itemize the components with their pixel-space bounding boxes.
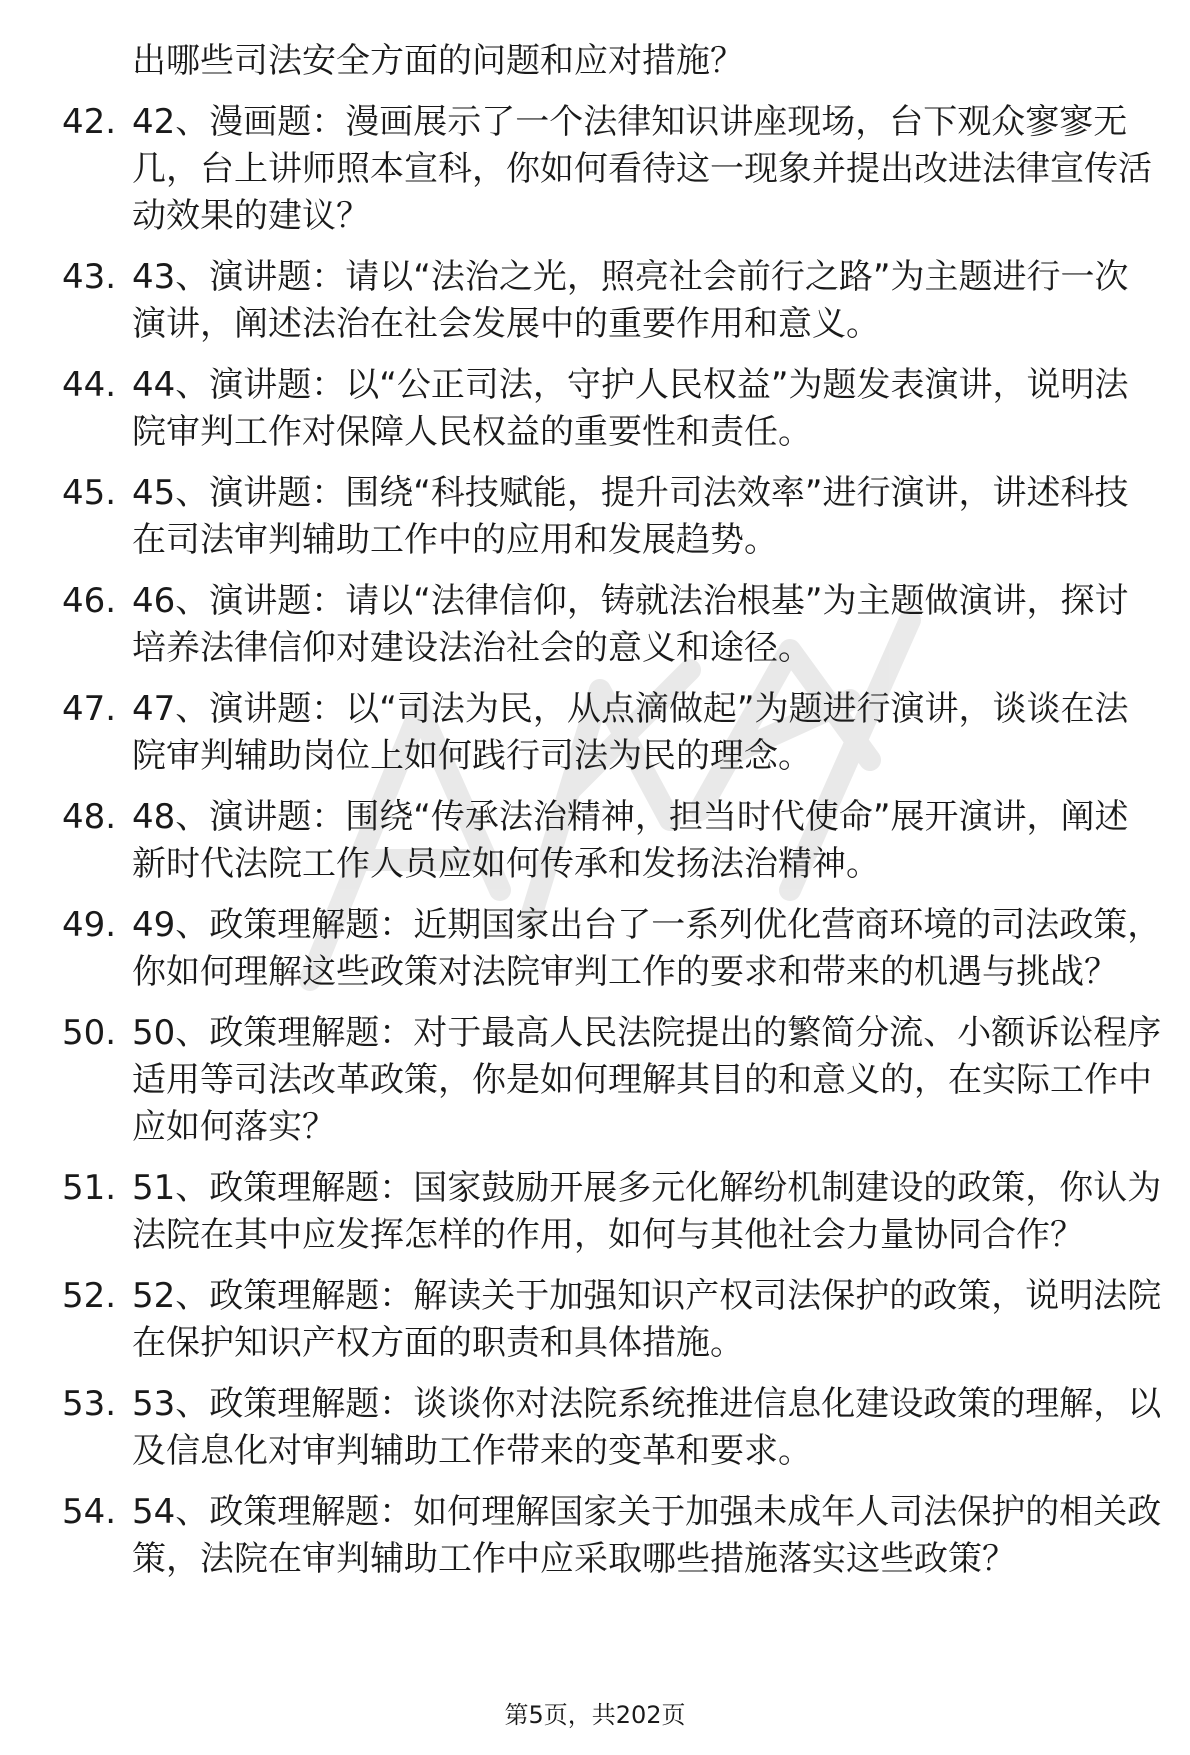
- question-text: 47、演讲题：以“司法为民，从点滴做起”为题进行演讲，谈谈在法院审判辅助岗位上如何践行司法为民的理念。: [132, 689, 1129, 776]
- question-text: 52、政策理解题：解读关于加强知识产权司法保护的政策，说明法院在保护知识产权方面的职责和具体措施。: [132, 1276, 1162, 1363]
- question-text: 54、政策理解题：如何理解国家关于加强未成年人司法保护的相关政策，法院在审判辅助工作中应采取哪些措施落实这些政策？: [132, 1492, 1162, 1579]
- question-item: [62, 794, 1162, 888]
- question-item: [62, 1010, 1162, 1151]
- question-item: [62, 254, 1162, 348]
- question-text: 50、政策理解题：对于最高人民法院提出的繁简分流、小额诉讼程序适用等司法改革政策，你是如何理解其目的和意义的，在实际工作中应如何落实？: [132, 1013, 1162, 1147]
- question-text: 49、政策理解题：近期国家出台了一系列优化营商环境的司法政策，你如何理解这些政策对法院审判工作的要求和带来的机遇与挑战？: [132, 905, 1162, 992]
- question-number: 47.: [62, 689, 117, 729]
- question-item: [62, 1273, 1162, 1367]
- question-number: 53.: [62, 1384, 117, 1424]
- question-number: 46.: [62, 581, 117, 621]
- question-number: 48.: [62, 797, 117, 837]
- question-number: 43.: [62, 257, 117, 297]
- question-number: 42.: [62, 102, 117, 142]
- question-number: 44.: [62, 365, 117, 405]
- question-text: 51、政策理解题：国家鼓励开展多元化解纷机制建设的政策，你认为法院在其中应发挥怎样的作用，如何与其他社会力量协同合作？: [132, 1168, 1162, 1255]
- question-list: [62, 38, 1162, 1597]
- question-item: [62, 470, 1162, 564]
- question-number: 50.: [62, 1013, 117, 1053]
- question-number: 49.: [62, 905, 117, 945]
- question-item: [62, 1489, 1162, 1583]
- question-number: 45.: [62, 473, 117, 513]
- question-text: 53、政策理解题：谈谈你对法院系统推进信息化建设政策的理解，以及信息化对审判辅助工作带来的变革和要求。: [132, 1384, 1162, 1471]
- question-text: 45、演讲题：围绕“科技赋能，提升司法效率”进行演讲，讲述科技在司法审判辅助工作中的应用和发展趋势。: [132, 473, 1129, 560]
- question-text: 46、演讲题：请以“法律信仰，铸就法治根基”为主题做演讲，探讨培养法律信仰对建设法治社会的意义和途径。: [132, 581, 1129, 668]
- page-number-footer: 第5页，共202页: [504, 1701, 686, 1729]
- question-text: 42、漫画题：漫画展示了一个法律知识讲座现场，台下观众寥寥无几，台上讲师照本宣科，你如何看待这一现象并提出改进法律宣传活动效果的建议？: [132, 102, 1152, 236]
- question-number: 51.: [62, 1168, 117, 1208]
- question-number: 54.: [62, 1492, 117, 1532]
- question-item: [62, 99, 1162, 240]
- question-text: 44、演讲题：以“公正司法，守护人民权益”为题发表演讲，说明法院审判工作对保障人民权益的重要性和责任。: [132, 365, 1129, 452]
- question-number: 52.: [62, 1276, 117, 1316]
- question-item: [62, 1381, 1162, 1475]
- question-item: [62, 1165, 1162, 1259]
- question-item: [62, 686, 1162, 780]
- continued-question-text: 出哪些司法安全方面的问题和应对措施？: [132, 41, 744, 81]
- question-text: 43、演讲题：请以“法治之光，照亮社会前行之路”为主题进行一次演讲，阐述法治在社会发展中的重要作用和意义。: [132, 257, 1129, 344]
- question-text: 48、演讲题：围绕“传承法治精神，担当时代使命”展开演讲，阐述新时代法院工作人员应如何传承和发扬法治精神。: [132, 797, 1129, 884]
- question-item: [62, 902, 1162, 996]
- question-item: [62, 578, 1162, 672]
- question-item: [62, 362, 1162, 456]
